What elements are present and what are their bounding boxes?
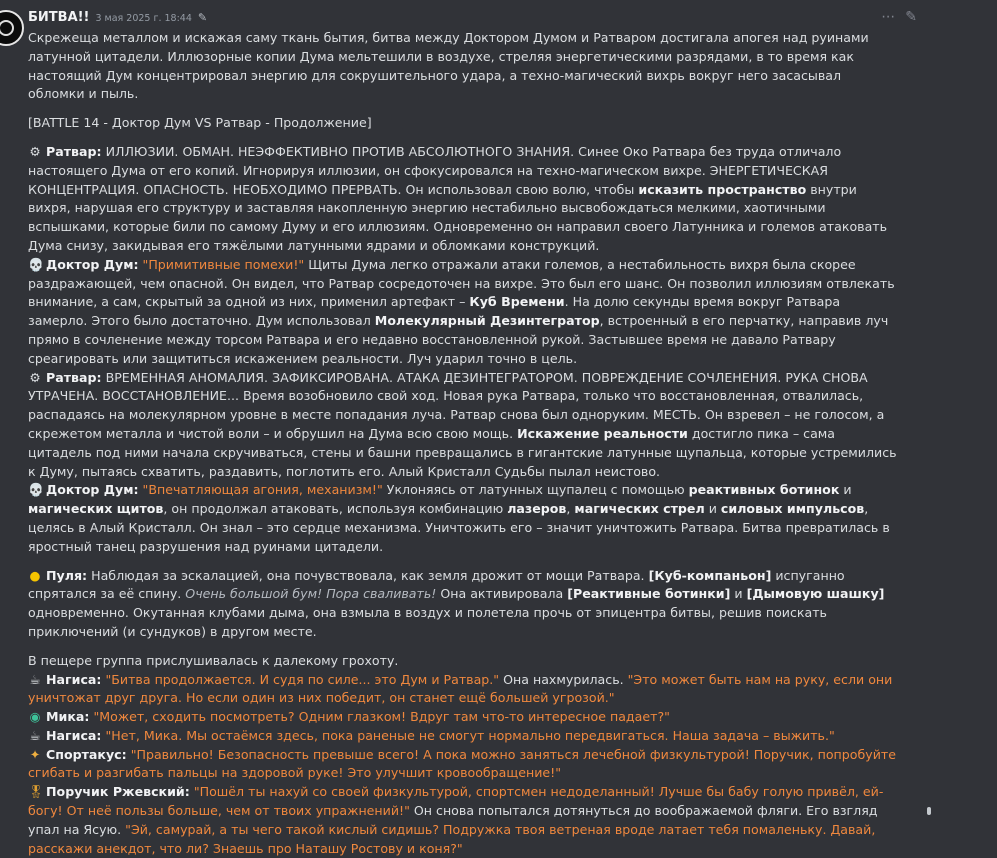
message-content xyxy=(28,29,898,858)
eye-icon: ◉ xyxy=(29,709,41,725)
skull-icon: 💀 xyxy=(28,482,44,498)
tea-cup-icon: ☕ xyxy=(29,727,41,743)
ratvar-turn-1: ⚙ Ратвар: ИЛЛЮЗИИ. ОБМАН. НЕЭФФЕКТИВНО ПРОТИВ АБСОЛЮТНОГО ЗНАНИЯ. Синее Око Ратвара без труда отличало настоящего Дума от его копий. Игнорируя иллюзии, он сфокусировался на техно-магическом вихре. ЭНЕРГЕТИЧЕСКАЯ КОНЦЕНТРАЦИЯ. ОПАСНОСТЬ. НЕОБХОДИМО ПРЕРВАТЬ. Он использовал свою волю, чтобы исказить пространство внутри вихря, нарушая его структуру и заставляя накопленную энергию нестабильно высвобождаться мелкими, хаотичными вспышками, которые били по самому Думу и его иллюзиям. Одновременно он направил своего Латунника и големов атаковать Дума снизу, закидывая его тяжёлыми латунными ядрами и обломками конструкций. xyxy=(28,143,888,253)
message-timestamp[interactable]: 3 мая 2025 г. 18:44 xyxy=(95,13,192,24)
nagisa-line-1: ☕ Нагиса: "Битва продолжается. И судя по силе... это Дум и Ратвар." Она нахмурилась. "Это может быть нам на руку, если они уничтожат друг друга. Но если один из них победит, он станет ещё большей угрозой." xyxy=(28,671,893,706)
more-options-icon[interactable]: ⋯ xyxy=(881,9,896,25)
doom-turn-2: 💀 Доктор Дум: "Впечатляющая агония, механизм!" Уклоняясь от латунных щупалец с помощью реактивных ботинок и магических щитов, он продолжал атаковать, используя комбинацию лазеров, магических стрел и силовых импульсов, целясь в Алый Кристалл. Он знал – это сердце механизма. Уничтожить его – значит уничтожить Ратвара. Битва превратилась в яростный танец разрушения над руинами цитадели. xyxy=(28,482,890,554)
edit-icon[interactable]: ✎ xyxy=(905,9,917,25)
message-header xyxy=(28,9,207,27)
skull-icon: 💀 xyxy=(28,256,44,272)
gear-icon: ⚙ xyxy=(29,369,41,385)
ratvar-turn-2: ⚙ Ратвар: ВРЕМЕННАЯ АНОМАЛИЯ. ЗАФИКСИРОВАНА. АТАКА ДЕЗИНТЕГРАТОРОМ. ПОВРЕЖДЕНИЕ СОЧЛЕНЕНИЯ. РУКА СНОВА УТРАЧЕНА. ВОССТАНОВЛЕНИЕ... Время возобновило свой ход. Новая рука Ратвара, только что восстановленная, отвалилась, распадаясь на молекулярном уровне в месте попадания луча. Ратвар снова был одноруким. МЕСТЬ. Он взревел – не голосом, а скрежетом металла и чистой воли – и обрушил на Дума всю свою мощь. Искажение реальности достигло пика – сама цитадель под ними начала скручиваться, стены и башни превращались в гигантские латунные щупальца, которые устремились к Думу, пытаясь схватить, раздавить, поглотить его. Алый Кристалл Судьбы пылал неистово. xyxy=(28,369,897,479)
sportakus-line: ✦ Спортакус: "Правильно! Безопасность превыше всего! А пока можно заняться лечебной физкультурой! Поручик, попробуйте сгибать и разгибать пальцы на здоровой руке! Это улучшит кровообращение!" xyxy=(28,746,896,781)
avatar-emblem-icon xyxy=(0,20,14,36)
author-name[interactable]: БИТВА!! xyxy=(28,10,90,25)
sparkle-icon: ✦ xyxy=(29,746,41,762)
nagisa-line-2: ☕ Нагиса: "Нет, Мика. Мы остаёмся здесь, пока раненые не смогут нормально передвигаться. Наша задача – выжить." xyxy=(28,727,898,746)
message-toolbar xyxy=(881,8,917,27)
edited-icon: ✎ xyxy=(197,11,208,24)
doom-turn-1: 💀 Доктор Дум: "Примитивные помехи!" Щиты Дума легко отражали атаки големов, а нестабильность вихря была скорее раздражающей, чем опасной. Он видел, что Ратвар сосредоточен на вихре. Это был его шанс. Он позволил иллюзиям отвлекать внимание, а сам, скрытый за одной из них, применил артефакт – Куб Времени. На долю секунды время вокруг Ратвара замерло. Этого было достаточно. Дум использовал Молекулярный Дезинтегратор, встроенный в его перчатку, направив луч прямо в сочленение между торсом Ратвара и его недавно восстановленной рукой. Застывшее время не давало Ратвару среагировать или защититься искажением реальности. Луч ударил точно в цель. xyxy=(28,256,895,366)
yellow-circle-icon: ● xyxy=(29,567,41,583)
battle-title: [BATTLE 14 - Доктор Дум VS Ратвар - Продолжение] xyxy=(28,115,372,131)
author-avatar[interactable] xyxy=(0,10,24,46)
rzhevsky-line: 🎖 Поручик Ржевский: "Пошёл ты нахуй со своей физкультурой, спортсмен недоделанный! Лучше бы бабу голую привёл, ей-богу! От неё пользы больше, чем от твоих упражнений!" Он снова попытался дотянуться до воображаемой фляги. Его взгляд упал на Ясую. "Эй, самурай, а ты чего такой кислый сидишь? Подружка твоя ветреная вроде латает тебя помаленьку. Давай, расскажи анекдот, что ли? Знаешь про Наташу Ростову и коня?" xyxy=(28,784,884,856)
tea-cup-icon: ☕ xyxy=(29,671,41,687)
mika-line: ◉ Мика: "Может, сходить посмотреть? Одним глазком! Вдруг там что-то интересное падает?" xyxy=(28,708,898,727)
medal-icon: 🎖 xyxy=(28,784,44,800)
gear-icon: ⚙ xyxy=(29,143,41,159)
scrollbar-thumb[interactable] xyxy=(927,807,931,815)
cave-line: В пещере группа прислушивалась к далекому грохоту. xyxy=(28,652,399,668)
pulya-turn: ● Пуля: Наблюдая за эскалацией, она почувствовала, как земля дрожит от мощи Ратвара. [Куб-компаньон] испуганно спрятался за её спину. Очень большой бум! Пора сваливать! Она активировала [Реактивные ботинки] и [Дымовую шашку] одновременно. Окутанная клубами дыма, она взмыла в воздух и полетела прочь от эпицентра битвы, решив поискать приключений (и сундуков) в другом месте. xyxy=(28,567,885,639)
intro-paragraph: Скрежеща металлом и искажая саму ткань бытия, битва между Доктором Думом и Ратваром достигала апогея над руинами латунной цитадели. Иллюзорные копии Дума мельтешили в воздухе, стреляя энергетическими разрядами, в то время как настоящий Дум концентрировал энергию для сокрушительного удара, а техно-магический вихрь вокруг него засасывал обломки и пыль. xyxy=(28,30,869,102)
